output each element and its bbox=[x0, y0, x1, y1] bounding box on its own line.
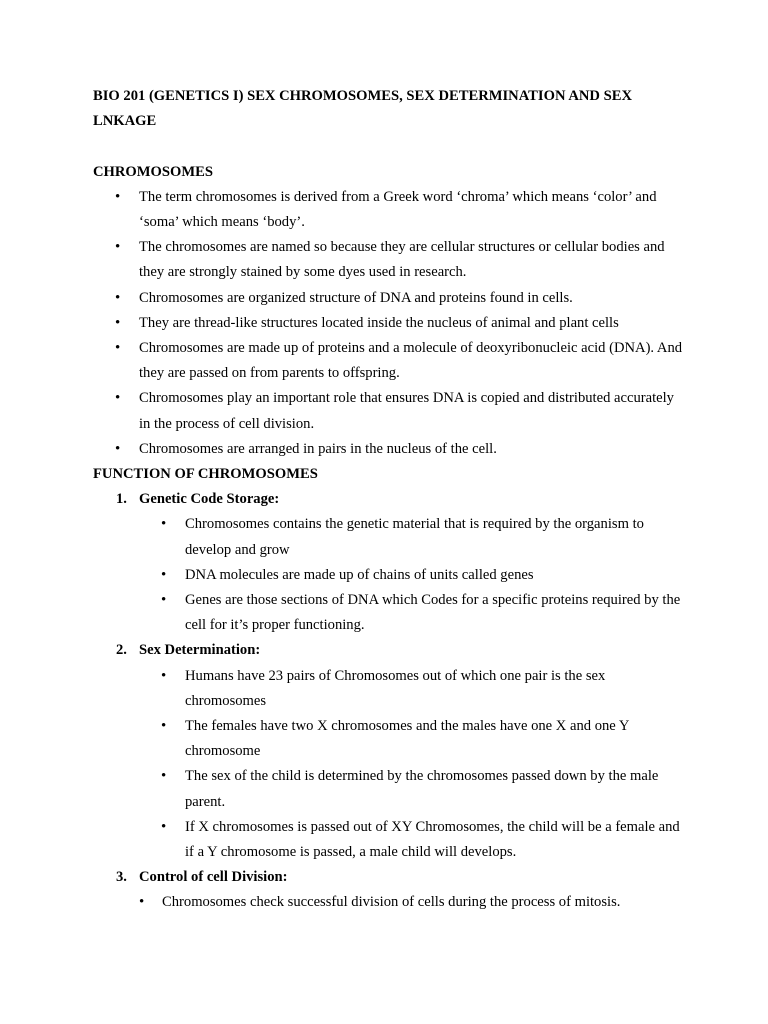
function-heading bbox=[93, 865, 683, 890]
function-sub-list bbox=[93, 512, 683, 638]
function-sub-list bbox=[93, 890, 683, 915]
document-page bbox=[93, 84, 683, 916]
list-item: • Chromosomes are arranged in pairs in the nucleus of the cell. bbox=[93, 437, 683, 462]
chromosomes-bullet-list bbox=[93, 185, 683, 462]
document-title: BIO 201 (GENETICS I) SEX CHROMOSOMES, SEX DETERMINATION AND SEX LNKAGE bbox=[93, 88, 632, 130]
section-heading-functions: FUNCTION OF CHROMOSOMES bbox=[93, 466, 318, 483]
list-item: • If X chromosomes is passed out of XY Chromosomes, the child will be a female and if a Y chromosome is passed, a male child will develops. bbox=[93, 815, 683, 865]
list-number: 1. bbox=[116, 491, 127, 508]
list-item: • The females have two X chromosomes and the males have one X and one Y chromosome bbox=[93, 714, 683, 764]
function-heading bbox=[93, 487, 683, 512]
function-item-sex-determination bbox=[93, 638, 683, 865]
list-number: 2. bbox=[116, 642, 127, 659]
list-item: • The chromosomes are named so because they are cellular structures or cellular bodies and they are strongly stained by some dyes used in research. bbox=[93, 235, 683, 285]
function-item-control-of-cell-division bbox=[93, 865, 683, 915]
list-item: • DNA molecules are made up of chains of units called genes bbox=[93, 563, 683, 588]
list-item: • Chromosomes are made up of proteins and a molecule of deoxyribonucleic acid (DNA). And they are passed on from parents to offspring. bbox=[93, 336, 683, 386]
spacer bbox=[93, 134, 683, 159]
list-number: 3. bbox=[116, 869, 127, 886]
section-heading-chromosomes: CHROMOSOMES bbox=[93, 163, 213, 180]
list-item: • Chromosomes play an important role that ensures DNA is copied and distributed accurately in the process of cell division. bbox=[93, 386, 683, 436]
function-title: Sex Determination: bbox=[139, 642, 261, 659]
list-item: • Genes are those sections of DNA which Codes for a specific proteins required by the cell for it’s proper functioning. bbox=[93, 588, 683, 638]
function-item-genetic-code-storage bbox=[93, 487, 683, 638]
list-item: • The term chromosomes is derived from a Greek word ‘chroma’ which means ‘color’ and ‘soma’ which means ‘body’. bbox=[93, 185, 683, 235]
list-item: • Humans have 23 pairs of Chromosomes out of which one pair is the sex chromosomes bbox=[93, 664, 683, 714]
list-item: • Chromosomes check successful division of cells during the process of mitosis. bbox=[93, 890, 683, 915]
list-item: • Chromosomes are organized structure of DNA and proteins found in cells. bbox=[93, 286, 683, 311]
list-item: • Chromosomes contains the genetic material that is required by the organism to develop and grow bbox=[93, 512, 683, 562]
function-heading bbox=[93, 638, 683, 663]
functions-numbered-list bbox=[93, 487, 683, 915]
function-sub-list bbox=[93, 664, 683, 866]
list-item: • The sex of the child is determined by the chromosomes passed down by the male parent. bbox=[93, 764, 683, 814]
function-title: Control of cell Division: bbox=[139, 869, 288, 886]
list-item: • They are thread-like structures located inside the nucleus of animal and plant cells bbox=[93, 311, 683, 336]
function-title: Genetic Code Storage: bbox=[139, 491, 280, 508]
